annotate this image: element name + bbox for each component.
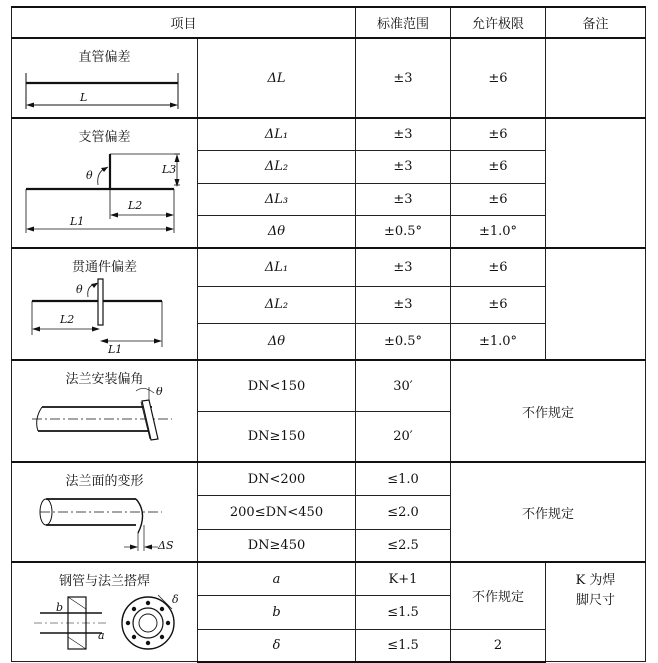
- header-row: [12, 7, 646, 38]
- branch-pipe-figure: [12, 145, 197, 243]
- table-row: [12, 118, 646, 151]
- param-cell: a: [198, 562, 356, 596]
- note-cell: [546, 118, 646, 248]
- param-cell: ΔL₂: [198, 286, 356, 323]
- param-cell: Δθ: [198, 216, 356, 249]
- label-L2: L2: [60, 313, 75, 326]
- header-limit: 允许极限: [451, 7, 546, 38]
- table-row: [12, 360, 646, 412]
- standard-cell: 20′: [356, 412, 451, 462]
- header-item: 项目: [12, 7, 356, 38]
- label-b: b: [56, 601, 64, 614]
- standard-cell: ±3: [356, 151, 451, 184]
- param-cell: Δθ: [198, 323, 356, 360]
- label-L2: L2: [128, 199, 143, 212]
- note-cell: [546, 38, 646, 118]
- deviation-table: [11, 6, 646, 663]
- note-cell: [546, 248, 646, 360]
- standard-cell: K+1: [356, 562, 451, 596]
- param-cell: b: [198, 596, 356, 630]
- label-theta: θ: [156, 387, 163, 398]
- note-line-2: 脚尺寸: [575, 593, 615, 608]
- flange-angle-cell: [12, 360, 198, 462]
- straight-pipe-figure: [12, 65, 197, 113]
- param-cell: DN≥450: [198, 529, 356, 562]
- limit-cell: ±6: [451, 248, 546, 286]
- table-row: [12, 462, 646, 496]
- section-title: 支管偏差: [78, 130, 131, 145]
- standard-cell: ±3: [356, 118, 451, 151]
- standard-cell: ≤1.0: [356, 462, 451, 496]
- note-cell: [546, 562, 646, 662]
- section-title: 法兰安装偏角: [65, 372, 144, 387]
- standard-cell: ≤2.0: [356, 496, 451, 530]
- label-a: a: [98, 629, 105, 642]
- section-title: 法兰面的变形: [65, 474, 144, 489]
- param-cell: ΔL₂: [198, 151, 356, 184]
- label-delta: δ: [172, 593, 179, 606]
- table-row: [12, 248, 646, 286]
- lap-weld-figure: [12, 589, 197, 657]
- straight-pipe-cell: [12, 38, 198, 118]
- merged-note-cell: 不作规定: [451, 360, 646, 462]
- lap-weld-cell: [12, 562, 198, 662]
- standard-cell: ≤1.5: [356, 596, 451, 630]
- flange-deform-cell: [12, 462, 198, 562]
- limit-cell: 2: [451, 629, 546, 661]
- header-note: 备注: [546, 7, 646, 38]
- table-row: [12, 562, 646, 596]
- header-standard: 标准范围: [356, 7, 451, 38]
- standard-cell: ≤1.5: [356, 629, 451, 661]
- note-line-1: K 为焊: [575, 573, 616, 588]
- label-dS: ΔS: [158, 539, 174, 552]
- param-cell: ΔL₁: [198, 248, 356, 286]
- label-L3: L3: [162, 163, 177, 176]
- merged-limit-cell: 不作规定: [451, 562, 546, 629]
- label-theta: θ: [76, 283, 83, 296]
- limit-cell: ±6: [451, 151, 546, 184]
- standard-cell: ±3: [356, 286, 451, 323]
- param-cell: DN<200: [198, 462, 356, 496]
- standard-cell: ±3: [356, 183, 451, 216]
- param-cell: ΔL₁: [198, 118, 356, 151]
- section-title: 直管偏差: [78, 50, 131, 65]
- param-cell: DN≥150: [198, 412, 356, 462]
- limit-cell: ±6: [451, 286, 546, 323]
- standard-cell: ±3: [356, 248, 451, 286]
- limit-cell: ±1.0°: [451, 323, 546, 360]
- label-L1: L1: [70, 215, 85, 228]
- standard-cell: ±3: [356, 38, 451, 118]
- label-L: L: [80, 91, 88, 104]
- standard-cell: ≤2.5: [356, 529, 451, 562]
- branch-pipe-cell: [12, 118, 198, 248]
- param-cell: δ: [198, 629, 356, 661]
- limit-cell: ±6: [451, 183, 546, 216]
- section-title: 钢管与法兰搭焊: [58, 574, 150, 589]
- limit-cell: ±6: [451, 38, 546, 118]
- standard-cell: ±0.5°: [356, 216, 451, 249]
- limit-cell: ±1.0°: [451, 216, 546, 249]
- param-cell: DN<150: [198, 360, 356, 412]
- limit-cell: ±6: [451, 118, 546, 151]
- table-row: [12, 38, 646, 118]
- flange-deform-figure: [12, 489, 197, 557]
- label-L1: L1: [108, 343, 123, 355]
- section-title: 贯通件偏差: [71, 260, 137, 275]
- through-piece-figure: [12, 275, 197, 355]
- label-theta: θ: [86, 169, 93, 182]
- through-piece-cell: [12, 248, 198, 360]
- param-cell: 200≤DN<450: [198, 496, 356, 530]
- merged-note-cell: 不作规定: [451, 462, 646, 562]
- param-cell: ΔL₃: [198, 183, 356, 216]
- flange-angle-figure: [12, 387, 197, 457]
- standard-cell: 30′: [356, 360, 451, 412]
- param-cell: ΔL: [198, 38, 356, 118]
- standard-cell: ±0.5°: [356, 323, 451, 360]
